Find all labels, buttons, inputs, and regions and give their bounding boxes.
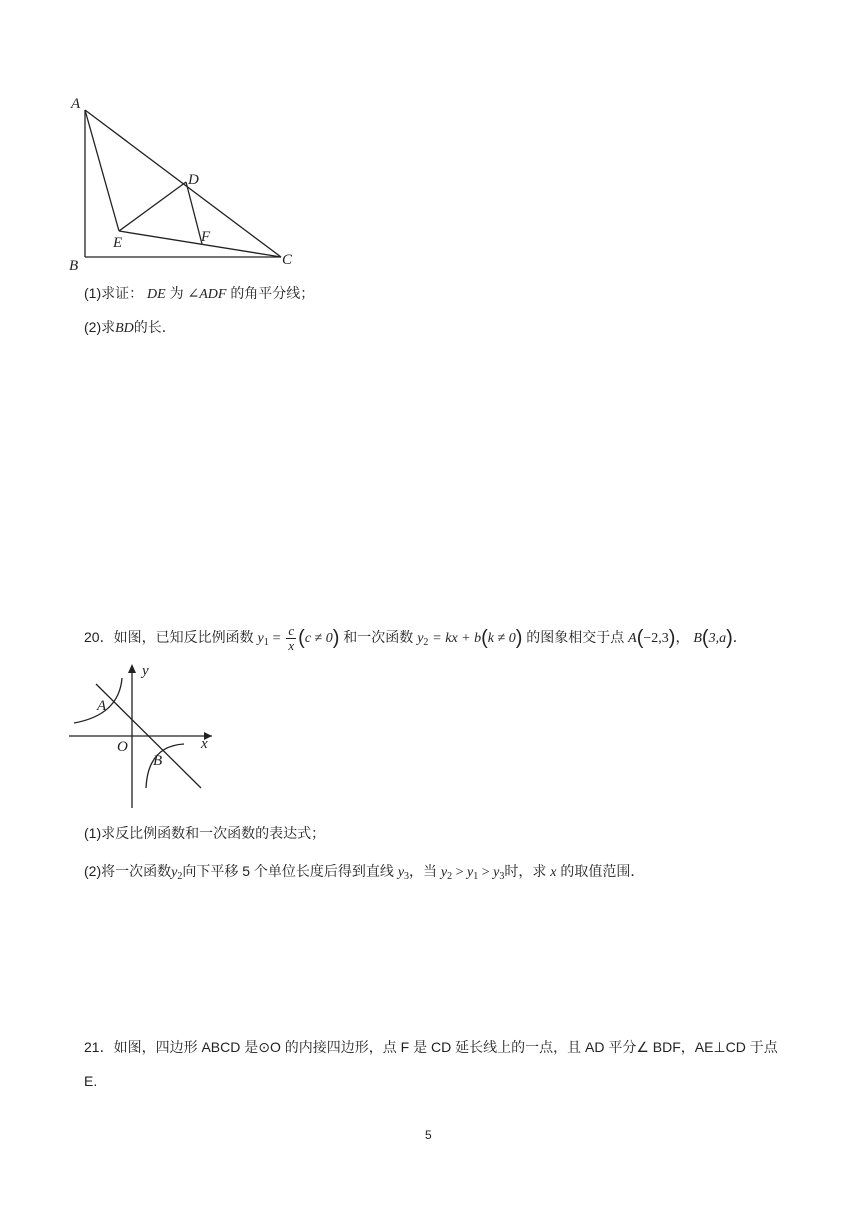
- label-C: C: [282, 252, 293, 268]
- fraction-c-over-x: $\frac{c}{x}$: [288, 622, 295, 653]
- label-B: B: [69, 258, 79, 274]
- q21-line1: 21．如图，四边形 ABCD 是⊙O 的内接四边形，点 F 是 CD 延长线上的一点，且 AD 平分∠ BDF，AE⊥CD 于点: [84, 1039, 778, 1055]
- page-number: 5: [425, 1128, 432, 1142]
- point-B-label: B: [153, 753, 163, 769]
- q20-part1: (1)求反比例函数和一次函数的表达式；: [84, 825, 326, 841]
- triangle-figure: [60, 92, 310, 277]
- function-graph: [64, 660, 224, 812]
- segment-BD: BD: [115, 321, 134, 336]
- label-D: D: [188, 172, 199, 188]
- q19-part2: (2)求BD的长．: [84, 319, 176, 336]
- label-E: E: [113, 235, 123, 251]
- label-F: F: [201, 229, 211, 245]
- segment-DE: DE: [147, 287, 166, 302]
- q20-part2: (2)将一次函数$y_2$向下平移 5 个单位长度后得到直线 $y_3$，当 $y_2 > y_1 > y_3$时，求 x 的取值范围．: [84, 863, 645, 882]
- angle-ADF: ∠ADF: [187, 287, 227, 302]
- point-A-label: A: [97, 698, 107, 714]
- label-A: A: [71, 96, 81, 112]
- q19-part1: (1)求证： DE 为 ∠ADF 的角平分线；: [84, 285, 315, 302]
- origin-label: O: [117, 739, 128, 755]
- axis-x-label: x: [201, 736, 208, 752]
- q21-line2: E.: [84, 1073, 98, 1089]
- q20-statement: 20．如图，已知反比例函数 $y_1$ = $\frac{c}{x}$ (c ≠ 0) 和一次函数 $y_2$ = kx + b(k ≠ 0) 的图象相交于点 A(−2,3)， B(3,a)．: [84, 622, 747, 653]
- axis-y-label: y: [142, 663, 149, 679]
